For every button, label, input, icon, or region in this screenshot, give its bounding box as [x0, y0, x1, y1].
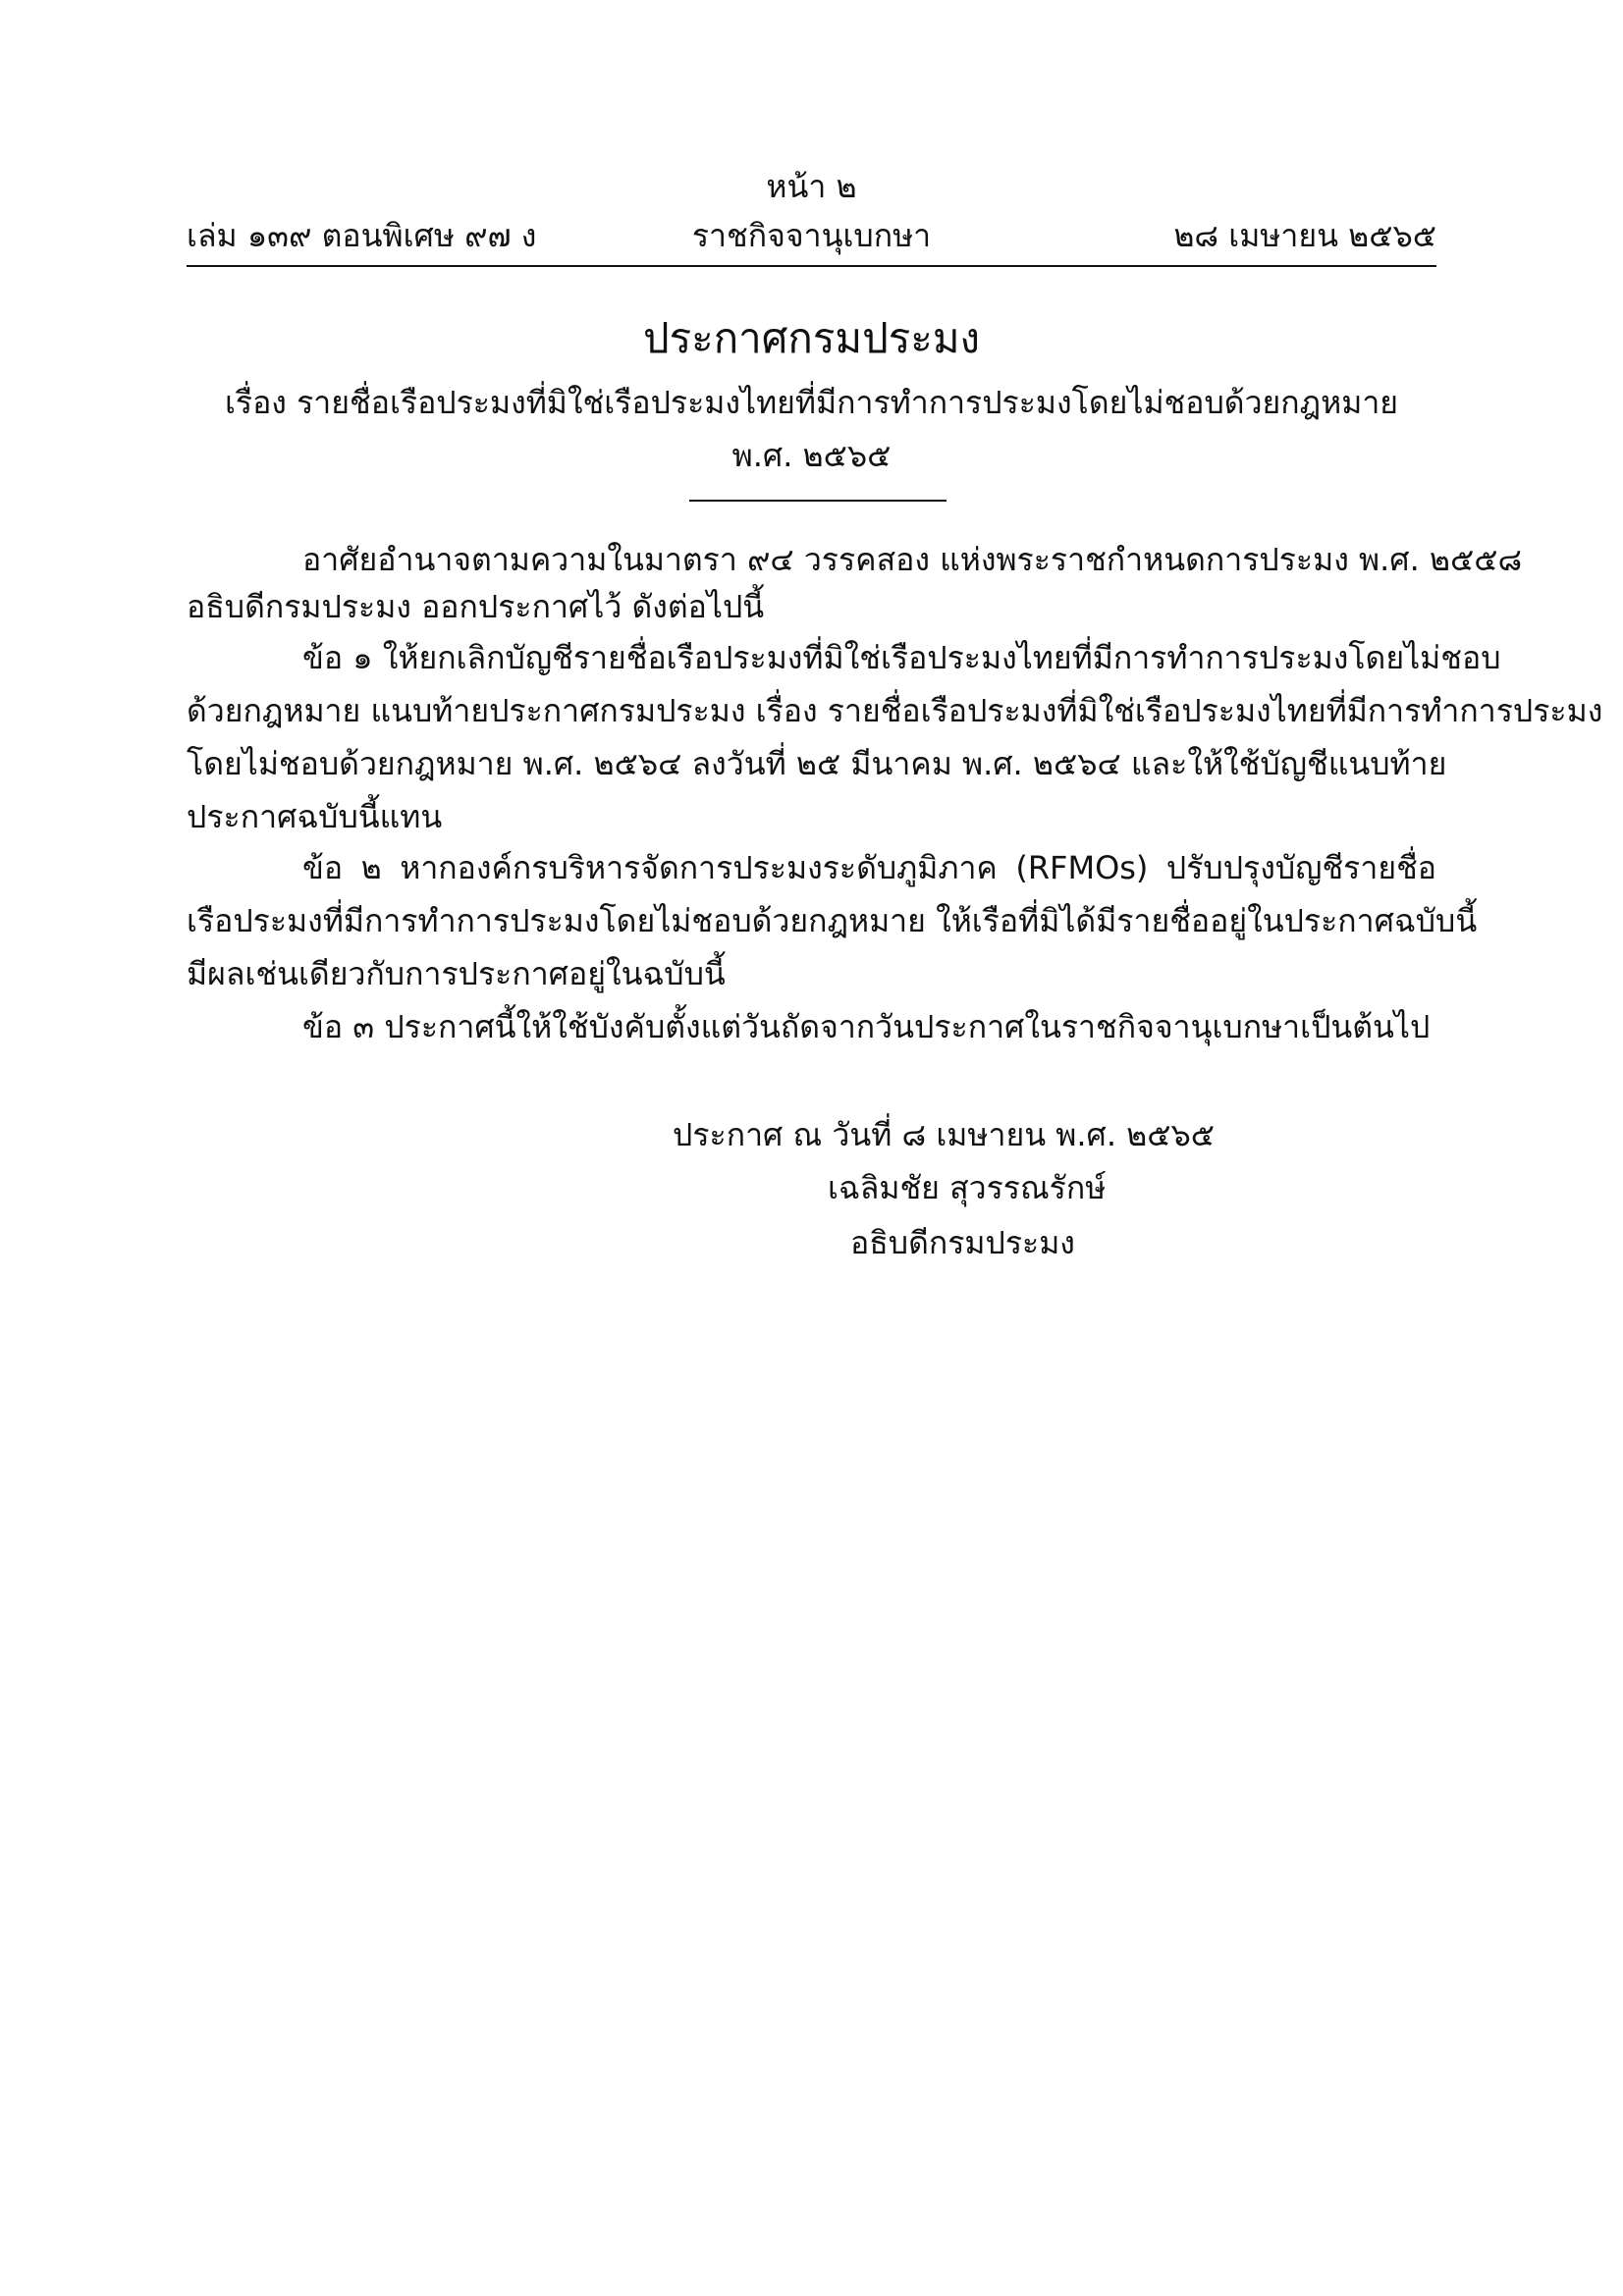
- paragraph-line: อาศัยอำนาจตามความในมาตรา ๙๔ วรรคสอง แห่งพระราชกำหนดการประมง พ.ศ. ๒๕๕๘: [302, 541, 1523, 578]
- gazette-name: ราชกิจจานุเบกษา: [691, 217, 932, 254]
- clause-1-line: ประกาศฉบับนี้แทน: [187, 798, 443, 835]
- clause-1-line: ด้วยกฎหมาย แนบท้ายประกาศกรมประมง เรื่อง รายชื่อเรือประมงที่มิใช่เรือประมงไทยที่มีการทำการประมง: [187, 692, 1603, 729]
- gazette-date: ๒๘ เมษายน ๒๕๖๕: [1173, 217, 1436, 254]
- paragraph-line: อธิบดีกรมประมง ออกประกาศไว้ ดังต่อไปนี้: [187, 588, 765, 625]
- clause-3-line: ข้อ ๓ ประกาศนี้ให้ใช้บังคับตั้งแต่วันถัดจากวันประกาศในราชกิจจานุเบกษาเป็นต้นไป: [302, 1008, 1431, 1045]
- title-divider: [689, 500, 947, 502]
- clause-2-line: มีผลเช่นเดียวกับการประกาศอยู่ในฉบับนี้: [187, 955, 726, 992]
- clause-1-line: โดยไม่ชอบด้วยกฎหมาย พ.ศ. ๒๕๖๔ ลงวันที่ ๒๕ มีนาคม พ.ศ. ๒๕๖๔ และให้ใช้บัญชีแนบท้าย: [187, 745, 1447, 782]
- announcement-year: พ.ศ. ๒๕๖๕: [731, 437, 892, 474]
- clause-2-line: ข้อ ๒ หากองค์กรบริหารจัดการประมงระดับภูมิภาค (RFMOs) ปรับปรุงบัญชีรายชื่อ: [302, 849, 1436, 886]
- clause-2-line: เรือประมงที่มีการทำการประมงโดยไม่ชอบด้วยกฎหมาย ให้เรือที่มิได้มีรายชื่ออยู่ในประกาศฉบับนี้: [187, 902, 1478, 939]
- page-number: หน้า ๒: [766, 168, 857, 205]
- announcement-subject: เรื่อง รายชื่อเรือประมงที่มิใช่เรือประมงไทยที่มีการทำการประมงโดยไม่ชอบด้วยกฎหมาย: [224, 384, 1399, 421]
- signature-date: ประกาศ ณ วันที่ ๘ เมษายน พ.ศ. ๒๕๖๕: [673, 1116, 1215, 1153]
- header-divider: [187, 265, 1436, 267]
- signatory-position: อธิบดีกรมประมง: [850, 1224, 1075, 1261]
- clause-1-line: ข้อ ๑ ให้ยกเลิกบัญชีรายชื่อเรือประมงที่มิใช่เรือประมงไทยที่มีการทำการประมงโดยไม่ชอบ: [302, 639, 1501, 676]
- announcement-title: ประกาศกรมประมง: [642, 314, 981, 362]
- signatory-name: เฉลิมชัย สุวรรณรักษ์: [828, 1169, 1107, 1206]
- gazette-volume: เล่ม ๑๓๙ ตอนพิเศษ ๙๗ ง: [187, 217, 537, 254]
